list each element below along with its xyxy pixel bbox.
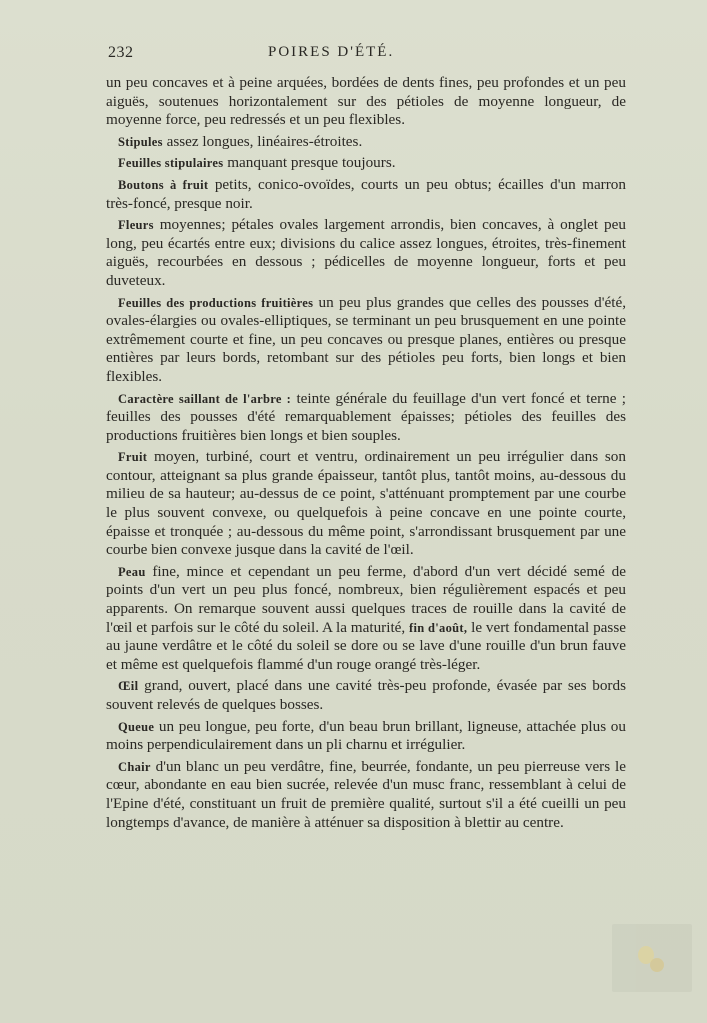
paragraph-boutons	[106, 176, 626, 213]
page-header	[108, 44, 628, 68]
paragraph-text: moyen, turbiné, court et ventru, ordinairement un peu irrégulier dans son contour, atteignant sa plus grande épaisseur, tantôt plus, tantôt moins, au-dessous du milieu de sa hauteur; au-dessus de ce point, s'atténuant promptement par une courbe le plus souvent convexe, ou quelquefois à peine concave en une pointe courte, épaisse et tronquée ; au-dessous du même point, s'arrondissant brusquement par une courbe bien convexe jusque dans la cavité de l'œil.	[106, 448, 626, 559]
paragraph-label: Feuilles des productions fruitières	[118, 295, 314, 310]
paragraph-text: manquant presque toujours.	[223, 154, 396, 172]
paragraph-feuilles-productions	[106, 294, 626, 387]
paragraph-chair	[106, 758, 626, 832]
paragraph-stipules	[106, 133, 626, 152]
paragraph-feuilles-stipulaires	[106, 154, 626, 173]
paragraph-oeil	[106, 677, 626, 714]
paragraph-label: Caractère saillant de l'arbre :	[118, 391, 292, 406]
paragraph-label: Peau	[118, 564, 146, 579]
paragraph-fleurs	[106, 216, 626, 290]
paragraph-label: Chair	[118, 759, 151, 774]
paragraph-text: fine, mince et cependant un peu ferme, d'abord d'un vert décidé semé de points d'un vert un peu plus foncé, nombreux, bien régulièrement espacés et peu apparents. On remarque souvent aussi quelques traces de rouille dans la cavité de l'œil et parfois sur le côté du soleil. A la maturité,	[106, 562, 626, 636]
paragraph-label: Boutons à fruit	[118, 177, 209, 192]
paragraph-queue	[106, 718, 626, 755]
paragraph-text: moyennes; pétales ovales largement arrondis, bien concaves, à onglet peu long, peu écartés entre eux; divisions du calice assez longues, étroites, très-finement aiguës, recourbées en dessous ; pédicelles de moyenne longueur, forts et peu duveteux.	[106, 216, 626, 289]
stamp-mark	[650, 958, 664, 972]
paragraph-label: Fleurs	[118, 218, 154, 233]
paragraph-label: Œil	[118, 679, 139, 694]
paragraph-text: un peu plus grandes que celles des pousses d'été, ovales-élargies ou ovales-elliptiques, se terminant un peu brusquement en une pointe extrêmement courte et fine, un peu concaves ou presque planes, entières ou presque entières par leurs bords, retombant sur des pétioles peu forts, bien longs et bien flexibles.	[106, 293, 626, 385]
paragraph-label: Fruit	[118, 450, 148, 465]
paragraph-text: un peu concaves et à peine arquées, bordées de dents fines, peu profondes et un peu aiguës, soutenues horizontalement sur des pétioles de moyenne longueur, de moyenne force, peu redressés et un peu flexibles.	[106, 74, 626, 129]
paragraph-text: teinte générale du feuillage d'un vert foncé et terne ; feuilles des pousses d'été remarquablement épaisses; pétioles des feuilles des productions fruitières bien longs et bien souples.	[106, 389, 626, 444]
paragraph-text: grand, ouvert, placé dans une cavité très-peu profonde, évasée par ses bords souvent relevés de quelques bosses.	[106, 677, 626, 713]
paragraph-text: un peu longue, peu forte, d'un beau brun brillant, ligneuse, attachée plus ou moins perpendiculairement dans un pli charnu et irrégulier.	[106, 717, 626, 754]
paragraph-text: assez longues, linéaires-étroites.	[162, 132, 363, 150]
paragraph-label: Queue	[118, 719, 155, 734]
paragraph-label: Stipules	[118, 134, 163, 149]
paragraph-inline-label: fin d'août,	[409, 620, 468, 635]
body-text	[106, 74, 626, 835]
paragraph-caractere	[106, 390, 626, 446]
paragraph-leaf-continuation	[106, 74, 626, 130]
paragraph-label: Feuilles stipulaires	[118, 156, 224, 171]
paragraph-text: le vert fondamental passe au jaune verdâtre et le côté du soleil se dore ou se lave d'une rouille d'un brun fauve et même est quelquefois flammé d'un rouge orangé très-léger.	[106, 618, 626, 673]
paragraph-peau	[106, 563, 626, 675]
paragraph-text: d'un blanc un peu verdâtre, fine, beurrée, fondante, un peu pierreuse vers le cœur, abondante en eau bien sucrée, relevée d'un musc franc, ressemblant à celui de l'Epine d'été, constituant un fruit de première qualité, surtout s'il a été cueilli un peu longtemps d'avance, de manière à atténuer sa disposition à blettir au centre.	[106, 757, 626, 831]
running-title: POIRES D'ÉTÉ.	[268, 44, 395, 60]
page-number: 232	[108, 44, 134, 61]
paragraph-text: petits, conico-ovoïdes, courts un peu obtus; écailles d'un marron très-foncé, presque noir.	[106, 175, 626, 212]
library-stamp-decoration	[612, 924, 692, 992]
paragraph-fruit	[106, 448, 626, 560]
